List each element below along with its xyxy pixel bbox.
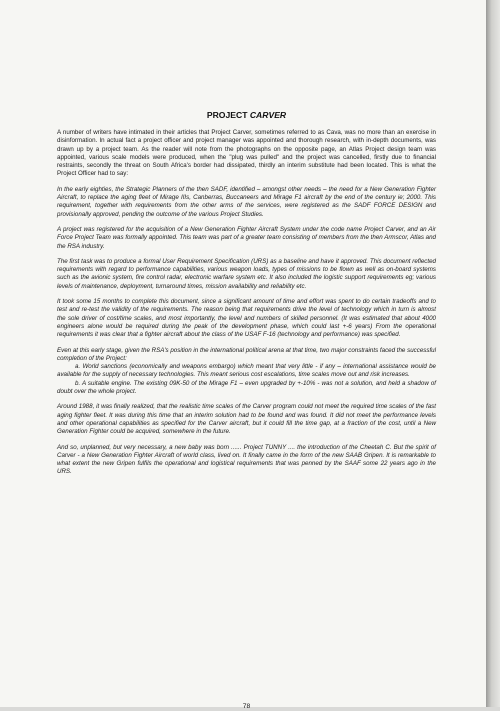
title-name: CARVER	[249, 110, 287, 120]
paragraph-fifteen-months: It took some 15 months to complete this document, since a significant amount of time and effort was spent to do certain tradeoffs and to test and re-test the validity of the requirements. The reason being that requirements drive the level of technology which in turn is almost the sole driver of cost/time scales, and most importantly, the level and numbers of skilled personnel. (It was estimated that about 4000 engineers alone would be required during the peak of the development phase, which could last +-6 years) From the operational requirements it was clear that a fighter aircraft about the class of the USAF F-16 (technology and performance) was specified.	[57, 298, 436, 339]
paragraph-interim-solution: Around 1988, it was finally realized, that the realistic time scales of the Carver program could not meet the required time scales of the fast aging fighter fleet. It was during this time that an interim solution had to be found and was found. It did not meet the performance levels and other operational capabilities as specified for the Carver aircraft, but it could fill the time gap, at a fraction of the cost, until a New Generation Fighter could be acquired, somewhere in the future.	[57, 403, 436, 436]
title-prefix: PROJECT	[206, 110, 248, 120]
paragraph-strategic-planners: In the early eighties, the Strategic Planners of the then SADF, identified – amongst other needs – the need for a New Generation Fighter Aircraft, to replace the aging fleet of Mirage IIIs, Canberras, Buccaneers and Mirage F1 aircraft by the end of the century ie; 2000. This requirement, together with requirements from the other arms of the services, were registered as the SADF FORCE DESIGN and provisionally approved, pending the outcome of the various Project Studies.	[57, 185, 436, 218]
paragraph-intro: A number of writers have intimated in their articles that Project Carver, sometimes referred to as Cava, was no more than an exercise in disinformation. In actual fact a project officer and project manager was appointed and thorough research, with in-depth documents, was drawn up by a project team. As the reader will note from the photographs on the opposite page, an Atlas Project design team was appointed, various scale models were produced, when the "plug was pulled" and the project was cancelled, firstly due to financial restraints, secondly the threat on South Africa's border had dissipated, thirdly an interim substitute had been located. This is what the Project Officer had to say:	[57, 129, 436, 178]
paragraph-project-registered: A project was registered for the acquisition of a New Generation Fighter Aircraft System under the code name Project Carver, and an Air Force Project Team was formally appointed. This team was part of a greater team consisting of members from the then Armscor, Atlas and the RSA industry.	[57, 225, 436, 250]
paragraph-constraints: Even at this early stage, given the RSA's position in the international political arena at that time, two major constraints faced the successful completion of the Project:	[57, 346, 436, 362]
paragraph-first-task: The first task was to produce a formal User Requirement Specification (URS) as a baseline and have it approved. This document reflected requirements with regard to performance capabilities, various weapon loads, types of missions to be flown as well as on-board systems such as the avionic system, fire control radar, electronic warfare system etc. It also included the logistic support requirements eg; various levels of maintenance, deployment, turnaround times, mission availability and reliability etc.	[57, 257, 436, 290]
page-number: 78	[242, 703, 251, 710]
page-title	[57, 110, 436, 120]
page-content	[57, 110, 436, 710]
constraint-engine: b. A suitable engine. The existing 09K-50 of the Mirage F1 – even upgraded by +-10% - was not a solution, and held a shadow of doubt over the whole project.	[57, 379, 436, 396]
book-spine-shadow	[486, 0, 500, 707]
constraint-sanctions: a. World sanctions (economically and weapons embargo) which meant that very little - if any – international assistance would be available for the supply of necessary technologies. This meant serious cost escalations, time scales move out and risk increases.	[57, 363, 436, 379]
paragraph-project-tunny: And so, unplanned, but very necessary, a new baby was born ...... Project TUNNY .... the introduction of the Cheetah C. But the spirit of Carver - a New Generation Fighter Aircraft of world class, lived on. It finally came in the form of the new SAAB Gripen. It is remarkable to what extent the new Gripen fulfils the operational and logistical requirements that was penned by the SAAF some 22 years ago in the URS.	[57, 443, 436, 476]
